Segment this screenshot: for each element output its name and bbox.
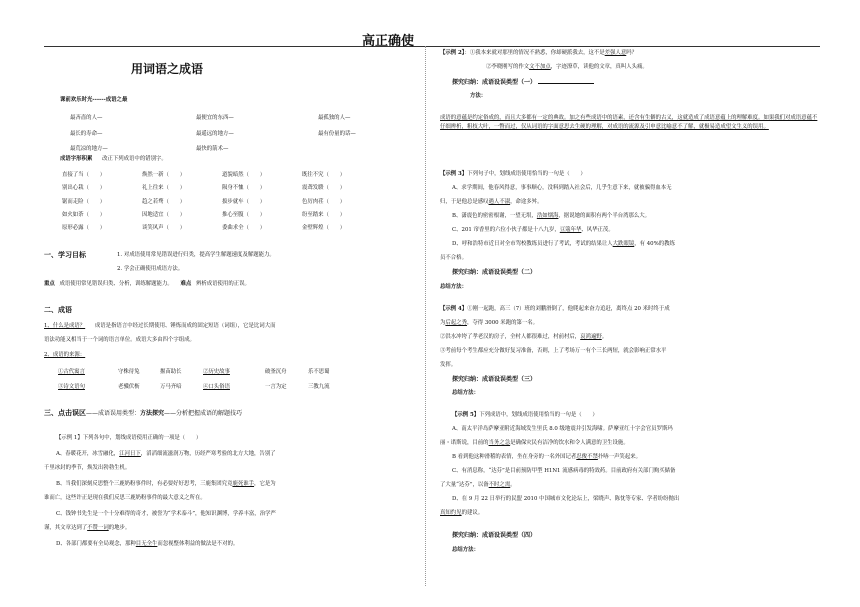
example2-line-2	[486, 63, 648, 71]
example3-option-d	[452, 240, 675, 248]
difficulty-text: 辨析成语使用的正误。	[195, 281, 250, 287]
warmup-item: 最长的寿命—	[70, 131, 103, 137]
section3-heading-tail: ——分析把握成语的解题技巧	[164, 410, 243, 417]
answer-blank[interactable]	[538, 83, 594, 84]
idiom-cell: 别出心栽（ ）	[62, 185, 106, 191]
underlined-idiom: 忍俊不禁	[576, 454, 598, 460]
underlined-idiom: 差强人意	[604, 50, 627, 56]
underlined-idiom: 目无全牛	[135, 541, 158, 547]
source-type: ②历史故事	[203, 369, 230, 375]
warmup-item: 最有份量的话—	[318, 131, 356, 137]
example5-option-c-cont	[440, 481, 516, 489]
example5-option-a-cont	[440, 439, 629, 447]
example-text: ，字迹潦草，读他的文章，真叫人头痛。	[550, 64, 648, 70]
option-text: 扑哧一声笑起来。	[597, 454, 641, 460]
column-divider	[425, 46, 426, 586]
underlined-idiom: 当务之急	[488, 440, 511, 446]
goal-2: 2. 学会正确使用成语方法。	[117, 266, 184, 272]
option-text: 的地步。	[108, 525, 131, 531]
option-text: ，命途多舛。	[510, 199, 543, 205]
top-rule	[44, 46, 820, 47]
option-text: B、潇震色的密密根谢，一望无垠，	[452, 213, 537, 219]
example4-line-2	[440, 319, 538, 327]
option-text: ，据说她的面积有两个半台湾那么大。	[558, 213, 651, 219]
option-text: 了大量“达芬”，以备	[440, 482, 489, 488]
option-text: B 看到他这种滑稽的表情，坐在身旁的一名外国记者	[452, 454, 577, 460]
section3-method: 方法探究	[140, 410, 165, 417]
example-text: ①刚一起跑，高三（7）班的刘鹏滑倒了，他爬起来奋力追赶，离终点 20 米时终于成	[467, 306, 670, 312]
option-text: D、呼和浩特市近日对全市驾校教练员进行了考试，考试的结果让人	[452, 241, 613, 247]
example1-option-b-cont: 谁而亡，这些许正是现在我们反思三鹿奶粉事件的最大意义之所在。	[44, 495, 206, 501]
idiom-cell: 焕然一新（ ）	[142, 172, 186, 178]
idiom-cell: 因地适宜（ ）	[142, 212, 186, 218]
example-text: ，夺得 3000 米跑的第一名。	[466, 320, 539, 326]
source-type: ④口头俗语	[203, 384, 230, 390]
example3-option-b	[452, 212, 650, 220]
correct-heading-line	[60, 155, 167, 163]
definition-line-1	[44, 322, 275, 330]
example5-option-c: C、有消息称，“达芬”是目前预防甲型 H1N1 流感病毒的特效药。目前政府有关部门购买储备	[452, 468, 676, 474]
example1-question	[56, 434, 201, 442]
source-example: 乐不思蜀	[308, 369, 330, 375]
underlined-idiom: 不赞一词	[87, 525, 109, 531]
idiom-cell: 直接了当（ ）	[62, 172, 106, 178]
source-example: 揠苗助长	[160, 369, 182, 375]
example-text: 下列句子中，划线成语使用恰当的一句是（ ）	[467, 171, 586, 177]
example1-option-b	[56, 480, 276, 488]
warmup-item: 最便宜的东西—	[196, 115, 234, 121]
example2-label: 【示例 2】	[440, 50, 465, 56]
definition-line-2: 语法功能又相当于一个词的语言单位。成语大多由四个字组成。	[44, 337, 195, 343]
source-example: 一言为定	[265, 384, 287, 390]
option-text: 是确保灾民有洁净的饮水和令人满意的卫生设施。	[510, 440, 629, 446]
definition-text-1: 成语是指语言中经过长期使用、锤炼而成的固定短语（词组），它是比词大而	[94, 323, 276, 329]
idiom-cell: 锯而走险（ ）	[62, 199, 106, 205]
example-text: 吗？	[626, 50, 638, 56]
section1-heading: 一、学习目标	[44, 250, 86, 259]
idiom-cell: 金壁辉煌（ ）	[302, 225, 346, 231]
underlined-idiom: 后起之秀	[445, 320, 467, 326]
section3-heading: 三、点击误区	[44, 408, 86, 417]
source-type: ①古代寓言	[58, 369, 85, 375]
key-difficulty-line	[44, 280, 250, 288]
summary-2: 探究归纳：成语设误类型（二）	[452, 269, 537, 276]
example1-option-c-cont	[44, 524, 130, 532]
example5-option-d-cont	[440, 509, 483, 517]
idiom-cell: 陨身不恤（ ）	[222, 185, 266, 191]
example1-option-a-cont: 千里冰封的季节，焕发出勃勃生机。	[44, 465, 131, 471]
difficulty-label: 难点	[180, 281, 192, 287]
key-label: 重点	[44, 281, 55, 287]
method-4: 总结方法：	[452, 547, 479, 553]
option-text: A、春暖花开，冰雪融化，	[56, 451, 120, 457]
section2-heading: 二、成语	[44, 305, 72, 314]
idiom-cell: 谈笑风声（ ）	[142, 225, 186, 231]
source-example: 守株待兔	[118, 369, 140, 375]
idiom-cell: 既往不究（ ）	[302, 172, 346, 178]
underlined-idiom: 不时之需	[488, 482, 511, 488]
key-text: 成语使用常见错误归类、分析，训练解题能力。	[59, 281, 173, 287]
example5-option-b	[452, 453, 641, 461]
example1-option-d	[56, 540, 238, 548]
warmup-item: 最遥远的地方—	[196, 131, 234, 137]
underlined-idiom: 鹿死谁手	[232, 481, 255, 487]
question-sources: 2、成语的来源：	[44, 352, 86, 358]
example1-option-a	[56, 450, 276, 458]
option-text: ，有 40%的教练	[634, 241, 675, 247]
source-type: ③诗文语句	[58, 384, 85, 390]
source-example: 老骥伏枥	[118, 384, 140, 390]
method-3: 总结方法：	[452, 390, 479, 396]
option-text: ，滔滔细流滋润万物，历经严寒考验的北方大地，告别了	[140, 451, 276, 457]
summary-1	[452, 78, 594, 87]
explanation-paragraph: 成语的意蕴是约定俗成的，而且大多都有一定的典故。加之有些成语中的语素，还含有生僻的古义，这就造成了成语意蕴上的理解难度。如果我们对成语意蕴不仔细辨析，粗枝大叶，一瞥而过，仅从词语的字面意思去生硬的理解，对成语的流源及引申意比喻意不了解，就极易造成望文生义的误用。	[440, 115, 818, 131]
warmup-item: 最吝啬的人—	[70, 115, 103, 121]
underlined-idiom: 遇人不淑	[488, 199, 511, 205]
goal-1: 1. 对成语使用常见错误进行归类，提高学生解题速度及解题能力。	[117, 252, 275, 258]
example3-option-c	[452, 226, 614, 234]
example-text: 为	[440, 320, 446, 326]
option-text: 、风华正茂。	[581, 227, 614, 233]
underlined-idiom: 真知灼见	[440, 510, 462, 516]
example5-option-d: D、在 9 月 22 日举行的民盟 2010 中国城市文化论坛上，梁晓声、陈忱等专家、学者纷纷抛出	[452, 496, 680, 502]
example5-label: 【示例 5】	[452, 412, 480, 418]
example-text: ②李晓刚写的作文	[486, 64, 530, 70]
warmup-item: 最荒凉的地方—	[70, 146, 108, 152]
option-text: 的建议。	[461, 510, 484, 516]
option-text: D、各部门都要有全局观念，那种	[56, 541, 136, 547]
source-example: 破釜沉舟	[265, 369, 287, 375]
warmup-item: 最孤独的人—	[318, 115, 351, 121]
idiom-cell: 如火如荼（ ）	[62, 212, 106, 218]
idiom-cell: 礼上往来（ ）	[142, 185, 186, 191]
summary-4: 探究归纳：成语设误类型（四）	[452, 532, 537, 539]
example3-label: 【示例 3】	[440, 171, 468, 177]
option-text: 丽・诺斯说，目前的	[440, 440, 489, 446]
idiom-cell: 委曲求全（ ）	[222, 225, 266, 231]
correct-heading: 成语字形积累	[60, 156, 93, 162]
summary-text: 探究归纳：成语设误类型（一）	[452, 79, 537, 86]
question-what-is-idiom: 1、什么是成语？	[44, 323, 86, 329]
underlined-idiom: 大跌眼镜	[612, 241, 635, 247]
underlined-idiom: 浩如烟海	[536, 213, 559, 219]
idiom-cell: 纷至踏来（ ）	[302, 212, 346, 218]
option-text: B、当我们深刻反思整个三鹿奶粉事件时，有必要好好思考，三鹿集团究竟	[56, 481, 233, 487]
example-text: ②洪水冲垮了孝老汉的房子，全村人都很难过，村前村后，	[440, 334, 581, 340]
underlined-idiom: 豆蔻年华	[559, 227, 582, 233]
idiom-cell: 拔步就车（ ）	[222, 199, 266, 205]
title-right-part: 高正确使	[362, 34, 415, 49]
example5-option-a: A、南太平洋岛萨摩亚附近海域发生里氏 8.0 级地震并引发海啸。萨摩亚红十字会官员罗斯玛	[452, 426, 673, 432]
example-text: 下列成语中，划线成语使用恰当的一句是（ ）	[479, 412, 598, 418]
summary-3: 探究归纳：成语设误类型（三）	[452, 376, 537, 383]
example3-option-d-cont: 员不合格。	[440, 255, 467, 261]
example4-label: 【示例 4】	[440, 306, 468, 312]
option-text: C、201 帘香里的六位小伙子都是十八九岁，	[452, 227, 560, 233]
option-text: 而忽视整体利益的做法是不对的。	[157, 541, 239, 547]
option-text: 。	[510, 482, 516, 488]
method-2: 总结方法：	[440, 284, 467, 290]
method-1: 方法：	[470, 93, 487, 99]
example4-line-4: ③考前每个考生都应充分做好复习准备，否则，上了考场万一有个三长两短，就会影响正常水平	[440, 348, 667, 354]
example2-line-1	[440, 49, 637, 57]
idiom-cell: 原形必露（ ）	[62, 225, 106, 231]
idiom-cell: 色厉肉荏（ ）	[302, 199, 346, 205]
idiom-cell: 推心至腹（ ）	[222, 212, 266, 218]
option-text: 谨，其文章达到了	[44, 525, 88, 531]
example5-question	[452, 411, 598, 419]
idiom-cell: 震聋发聩（ ）	[302, 185, 346, 191]
underlined-idiom: 哀鸿遍野	[580, 334, 602, 340]
correct-instruction: 改正下列成语中的错别字。	[102, 156, 167, 162]
option-text: 归，于是他总是感叹	[440, 199, 489, 205]
warmup-heading: 课前欢乐时光------成语之最	[60, 97, 128, 103]
idiom-cell: 道貌暗然（ ）	[222, 172, 266, 178]
example3-question	[440, 170, 586, 178]
example-text: 。	[601, 334, 608, 340]
example1-option-c: C、钱钟书先生是一个十分难得的奇才，被誉为“学术泰斗”，他知识渊博，学养丰富，治学严	[56, 511, 276, 517]
example1-label: 【示例 1】	[56, 435, 83, 441]
example-text: ：①我本来就对那里的情况不熟悉，你却硬派我去，这不是	[464, 50, 605, 56]
example4-line-1	[440, 305, 670, 313]
example3-option-a-cont	[440, 198, 542, 206]
idiom-cell: 趋之若骛（ ）	[142, 199, 186, 205]
section3-heading-mid: ——成语误用类型：	[86, 410, 141, 417]
source-example: 三教九流	[308, 384, 330, 390]
underlined-idiom: 文不加点	[529, 64, 551, 70]
example3-option-a: A、求学期间，他春风得意，事事顺心，没料到踏入社会后，几乎生意下来，就被骗得血本无	[452, 185, 672, 191]
warmup-item: 最快的箭术—	[196, 146, 229, 152]
example4-line-5: 发挥。	[440, 362, 457, 368]
section3-heading-line	[44, 408, 242, 418]
example4-line-3	[440, 333, 607, 341]
underlined-idiom: 江河日下	[119, 451, 141, 457]
example1-text: 下列各句中，划线成语使用正确的一项是（ ）	[82, 435, 202, 441]
source-example: 万马齐喑	[160, 384, 182, 390]
title-left-part: 用词语之成语	[131, 62, 204, 76]
option-text: ，它是为	[254, 481, 276, 487]
